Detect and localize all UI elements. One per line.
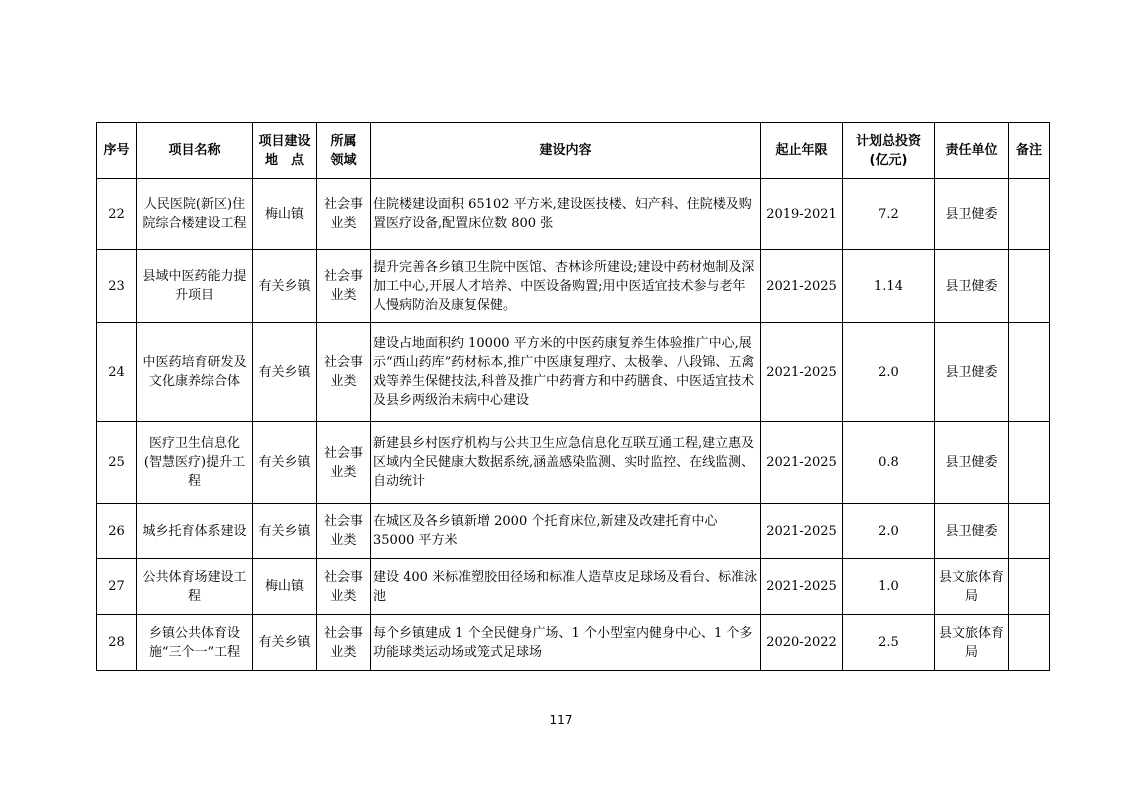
header-investment — [843, 123, 935, 179]
cell-name: 中医药培育研发及文化康养综合体 — [137, 323, 253, 422]
cell-unit: 县卫健委 — [935, 179, 1009, 250]
cell-investment: 7.2 — [843, 179, 935, 250]
cell-period: 2020-2022 — [761, 615, 843, 671]
cell-domain: 社会事业类 — [317, 250, 371, 323]
cell-unit: 县卫健委 — [935, 250, 1009, 323]
cell-unit: 县卫健委 — [935, 504, 1009, 559]
cell-location: 梅山镇 — [253, 179, 317, 250]
cell-domain: 社会事业类 — [317, 422, 371, 504]
header-investment-line2: (亿元) — [869, 152, 908, 168]
cell-name: 公共体育场建设工程 — [137, 559, 253, 615]
header-notes: 备注 — [1009, 123, 1050, 179]
header-domain — [317, 123, 371, 179]
header-domain-line2: 领域 — [330, 152, 357, 168]
cell-name: 人民医院(新区)住院综合楼建设工程 — [137, 179, 253, 250]
cell-domain: 社会事业类 — [317, 615, 371, 671]
table-row — [97, 422, 1050, 504]
cell-unit: 县文旅体育局 — [935, 559, 1009, 615]
cell-investment: 2.0 — [843, 504, 935, 559]
cell-index: 27 — [97, 559, 137, 615]
cell-investment: 1.0 — [843, 559, 935, 615]
cell-unit: 县卫健委 — [935, 323, 1009, 422]
cell-domain: 社会事业类 — [317, 559, 371, 615]
cell-period: 2021-2025 — [761, 422, 843, 504]
cell-investment: 2.0 — [843, 323, 935, 422]
cell-period: 2021-2025 — [761, 323, 843, 422]
cell-index: 26 — [97, 504, 137, 559]
cell-investment: 2.5 — [843, 615, 935, 671]
cell-period: 2021-2025 — [761, 504, 843, 559]
cell-location: 有关乡镇 — [253, 422, 317, 504]
table-row — [97, 250, 1050, 323]
header-location — [253, 123, 317, 179]
cell-content: 住院楼建设面积 65102 平方米,建设医技楼、妇产科、住院楼及购置医疗设备,配置床位数 800 张 — [371, 179, 761, 250]
cell-domain: 社会事业类 — [317, 179, 371, 250]
cell-location: 梅山镇 — [253, 559, 317, 615]
header-investment-line1: 计划总投资 — [855, 133, 921, 149]
cell-index: 22 — [97, 179, 137, 250]
cell-name: 县域中医药能力提升项目 — [137, 250, 253, 323]
cell-notes — [1009, 250, 1050, 323]
table-row — [97, 559, 1050, 615]
cell-period: 2019-2021 — [761, 179, 843, 250]
header-index: 序号 — [97, 123, 137, 179]
cell-period: 2021-2025 — [761, 250, 843, 323]
cell-content: 在城区及各乡镇新增 2000 个托育床位,新建及改建托育中心 35000 平方米 — [371, 504, 761, 559]
page-number: 117 — [549, 713, 573, 727]
header-unit: 责任单位 — [935, 123, 1009, 179]
cell-name: 城乡托育体系建设 — [137, 504, 253, 559]
table-header-row — [97, 123, 1050, 179]
cell-investment: 0.8 — [843, 422, 935, 504]
header-domain-line1: 所属 — [330, 133, 357, 149]
cell-notes — [1009, 422, 1050, 504]
header-location-line2: 地 点 — [264, 152, 304, 168]
cell-location: 有关乡镇 — [253, 250, 317, 323]
table-row — [97, 323, 1050, 422]
cell-unit: 县文旅体育局 — [935, 615, 1009, 671]
cell-content: 每个乡镇建成 1 个全民健身广场、1 个小型室内健身中心、1 个多功能球类运动场或笼式足球场 — [371, 615, 761, 671]
cell-location: 有关乡镇 — [253, 323, 317, 422]
table-row — [97, 504, 1050, 559]
cell-content: 提升完善各乡镇卫生院中医馆、杏林诊所建设;建设中药材炮制及深加工中心,开展人才培养、中医设备购置;用中医适宜技术参与老年人慢病防治及康复保健。 — [371, 250, 761, 323]
header-period: 起止年限 — [761, 123, 843, 179]
cell-location: 有关乡镇 — [253, 615, 317, 671]
cell-period: 2021-2025 — [761, 559, 843, 615]
cell-index: 23 — [97, 250, 137, 323]
cell-location: 有关乡镇 — [253, 504, 317, 559]
header-content: 建设内容 — [371, 123, 761, 179]
header-name: 项目名称 — [137, 123, 253, 179]
cell-name: 乡镇公共体育设施“三个一”工程 — [137, 615, 253, 671]
cell-notes — [1009, 559, 1050, 615]
cell-notes — [1009, 615, 1050, 671]
table-row — [97, 615, 1050, 671]
cell-domain: 社会事业类 — [317, 504, 371, 559]
cell-content: 建设 400 米标准塑胶田径场和标准人造草皮足球场及看台、标准泳池 — [371, 559, 761, 615]
table-row — [97, 179, 1050, 250]
cell-domain: 社会事业类 — [317, 323, 371, 422]
header-location-line1: 项目建设 — [258, 133, 311, 149]
cell-content: 新建县乡村医疗机构与公共卫生应急信息化互联互通工程,建立惠及区域内全民健康大数据系统,涵盖感染监测、实时监控、在线监测、自动统计 — [371, 422, 761, 504]
cell-notes — [1009, 179, 1050, 250]
cell-notes — [1009, 323, 1050, 422]
cell-index: 24 — [97, 323, 137, 422]
cell-content: 建设占地面积约 10000 平方米的中医药康复养生体验推广中心,展示“西山药库”药材标本,推广中医康复理疗、太极拳、八段锦、五禽戏等养生保健技法,科普及推广中药膏方和中药膳食、中医适宜技术及县乡两级治未病中心建设 — [371, 323, 761, 422]
cell-investment: 1.14 — [843, 250, 935, 323]
project-table — [96, 122, 1050, 671]
cell-notes — [1009, 504, 1050, 559]
cell-index: 25 — [97, 422, 137, 504]
cell-unit: 县卫健委 — [935, 422, 1009, 504]
cell-index: 28 — [97, 615, 137, 671]
cell-name: 医疗卫生信息化(智慧医疗)提升工程 — [137, 422, 253, 504]
